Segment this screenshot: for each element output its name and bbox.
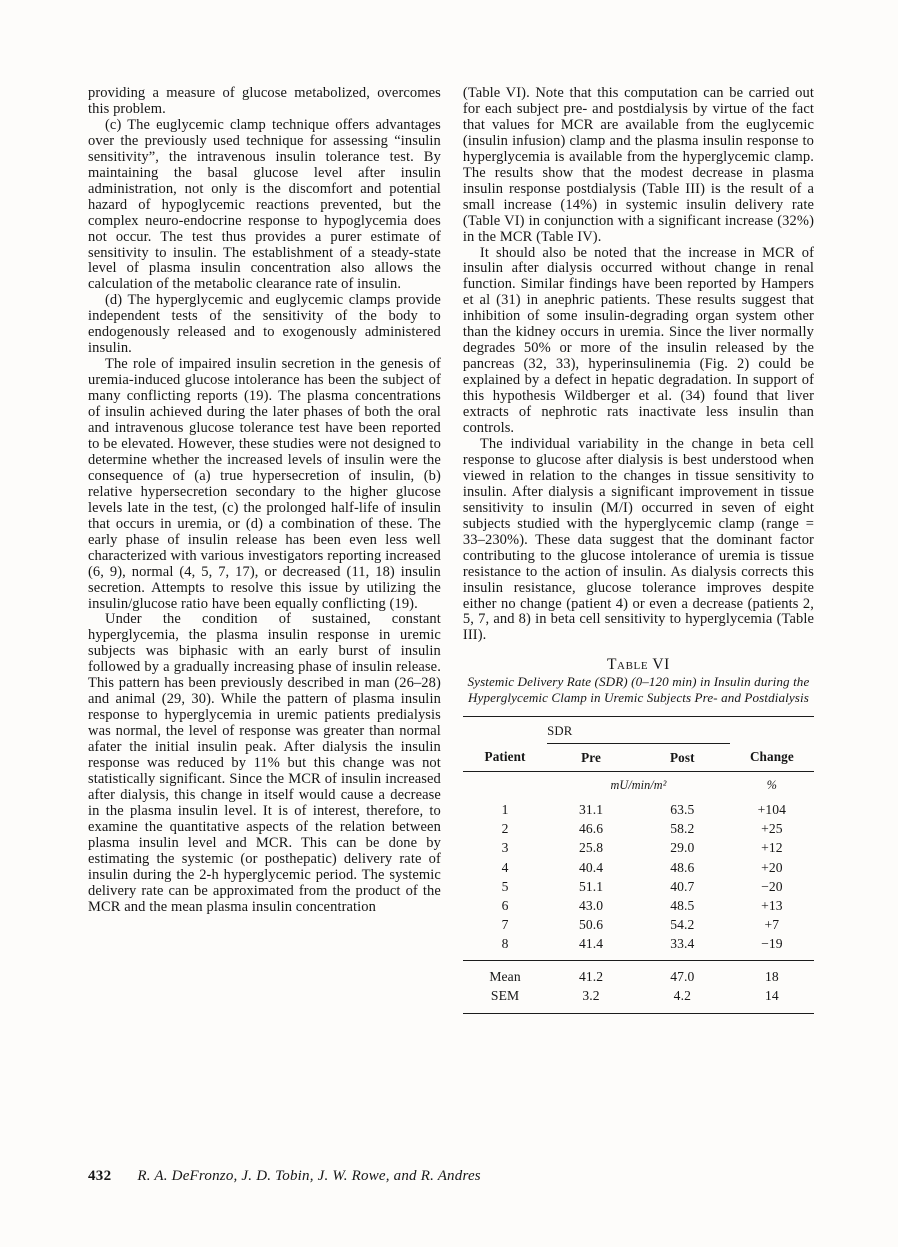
cell-change: +20 [761, 859, 783, 875]
cell-change: +13 [761, 897, 783, 913]
cell-post: 47.0 [635, 961, 730, 987]
spacer-cell [730, 716, 814, 743]
paragraph: The individual variability in the change in beta cell response to glucose after dialysis is best understood when viewed in relation to the changes in tissue sensitivity to insulin. After dialysis a significant improvement in tissue sensitivity to insulin (M/I) occurred in seven of eight subjects studied with the hyperglycemic clamp (range = 33–230%). These data suggest that the dominant factor contributing to the glucose intolerance of uremia is tissue resistance to the action of insulin. As dialysis corrects this insulin resistance, glucose tolerance improves despite either no change (patient 4) or even a decrease (patients 2, 5, 7, and 8) in beta cell sensitivity to hyperglycemia (Table III). [462, 435, 814, 644]
cell-post: 29.0 [670, 840, 695, 856]
cell-post: 54.2 [670, 917, 695, 933]
cell-change: −20 [761, 878, 783, 894]
paragraph: (d) The hyperglycemic and euglycemic clamps provide independent tests of the sensitivity of the body to endogenously released and to exogenously administered insulin. [88, 292, 441, 357]
paragraph: providing a measure of glucose metabolized, overcomes this problem. [88, 85, 441, 117]
spacer-cell [463, 771, 547, 800]
two-column-text [88, 86, 814, 1014]
cell-post: 58.2 [670, 821, 695, 837]
cell-change: −19 [761, 936, 783, 952]
cell-change: +104 [757, 802, 787, 818]
cell-patient: 2 [501, 821, 509, 837]
cell-pre: 41.2 [547, 961, 635, 987]
paragraph: (c) The euglycemic clamp technique offers advantages over the previously used technique for assessing “insulin sensitivity”, the intravenous insulin tolerance test. By maintaining the basal glucose level after insulin administration, not only is the discomfort and potential hazard of hypoglycemic reactions prevented, but the complex neuro-endocrine response to hypoglycemia does not occur. The test thus provides a purer estimate of sensitivity to insulin. The establishment of a steady-state level of plasma insulin concentration also allows the calculation of the metabolic clearance rate of insulin. [88, 116, 441, 293]
cell-patient: 1 [501, 802, 509, 818]
table-row [463, 935, 814, 961]
page-footer [88, 1168, 814, 1185]
column-header-pre: Pre [547, 743, 635, 771]
table-vi [463, 716, 814, 1014]
table-row [463, 896, 814, 915]
cell-patient: 8 [501, 936, 509, 952]
table-units-row [463, 771, 814, 800]
cell-pre: 43.0 [578, 897, 604, 913]
cell-patient: 6 [501, 897, 509, 913]
table-row [463, 877, 814, 896]
cell-change: +7 [764, 917, 780, 933]
cell-change: +25 [761, 821, 783, 837]
table-row [463, 858, 814, 877]
cell-post: 48.5 [670, 897, 695, 913]
cell-change: 14 [764, 988, 779, 1004]
column-header-patient: Patient [463, 743, 547, 771]
cell-post: 63.5 [670, 802, 695, 818]
cell-pre: 50.6 [578, 917, 604, 933]
units-pre-post: mU/min/m² [610, 777, 667, 792]
cell-post: 4.2 [673, 988, 691, 1004]
running-authors: R. A. DeFronzo, J. D. Tobin, J. W. Rowe, and R. Andres [137, 1168, 481, 1184]
table-column-header-row [463, 743, 814, 771]
table-row [463, 839, 814, 858]
table-row [463, 820, 814, 839]
table-row [463, 801, 814, 820]
cell-change: 18 [730, 961, 814, 987]
group-header-sdr: SDR [547, 716, 730, 743]
cell-pre: 51.1 [578, 878, 604, 894]
cell-patient: 4 [501, 859, 509, 875]
cell-change: +12 [761, 840, 783, 856]
cell-patient: 5 [501, 878, 509, 894]
table-group-header-row [463, 716, 814, 743]
cell-patient: 7 [501, 917, 509, 933]
spacer-cell [463, 716, 547, 743]
cell-pre: 46.6 [578, 821, 604, 837]
cell-pre: 25.8 [578, 840, 604, 856]
table-row-sem [463, 987, 814, 1014]
table-vi-block [463, 657, 814, 1014]
cell-patient: Mean [463, 961, 547, 987]
cell-pre: 40.4 [578, 859, 604, 875]
cell-patient: SEM [490, 988, 520, 1004]
right-column [463, 86, 814, 1014]
cell-pre: 3.2 [582, 988, 600, 1004]
left-column [88, 86, 441, 1014]
paragraph: (Table VI). Note that this computation can be carried out for each subject pre- and postdialysis by virtue of the fact that values for MCR are available from the euglycemic (insulin infusion) clamp and the plasma insulin response to hyperglycemia is available from the hyperglycemic clamp. The results show that the modest decrease in plasma insulin response postdialysis (Table III) is the result of a small increase (14%) in systemic insulin delivery rate (Table VI) in conjunction with a significant increase (32%) in the MCR (Table IV). [462, 85, 814, 245]
table-title: Table VI [606, 656, 670, 674]
cell-patient: 3 [501, 840, 509, 856]
paragraph: The role of impaired insulin secretion in the genesis of uremia-induced glucose intolerance has been the subject of many conflicting reports (19). The plasma concentrations of insulin achieved during the later phases of both the oral and intravenous glucose tolerance test have been reported to be elevated. However, these studies were not designed to determine whether the increased levels of insulin were the consequence of (a) true hypersecretion of insulin, (b) relative hypersecretion secondary to the higher glucose levels late in the test, (c) the prolonged half-life of insulin that occurs in uremia, or (d) a combination of these. The early phase of insulin release has been even less well characterized with various investigators reporting increased (6, 9), normal (4, 5, 7, 17), or decreased (11, 18) insulin secretion. Attempts to resolve this issue by utilizing the insulin/glucose ratio have been equally conflicting (19). [88, 356, 441, 612]
table-row-mean [463, 961, 814, 987]
units-change: % [766, 777, 777, 792]
column-header-post: Post [635, 743, 730, 771]
page-number: 432 [88, 1168, 112, 1184]
table-caption: Systemic Delivery Rate (SDR) (0–120 min) in Insulin during the Hyperglycemic Clamp in Uremic Subjects Pre- and Postdialysis [467, 674, 810, 705]
column-header-change: Change [730, 743, 814, 771]
cell-pre: 41.4 [578, 936, 604, 952]
cell-post: 40.7 [670, 878, 695, 894]
table-row [463, 915, 814, 934]
cell-post: 33.4 [670, 936, 695, 952]
paragraph: Under the condition of sustained, constant hyperglycemia, the plasma insulin response in uremic subjects was biphasic with an early burst of insulin followed by a gradually increasing phase of insulin release. This pattern has been previously described in man (26–28) and animal (29, 30). While the pattern of plasma insulin response to hyperglycemia in uremic patients predialysis was normal, the level of response was greater than normal afater the initial insulin peak. After dialysis the insulin response was reduced by 11% but this change was not statistically significant. Since the MCR of insulin increased after dialysis, this change in itself would cause a decrease in the plasma insulin level. It is of interest, therefore, to examine the quantitative aspects of the relation between plasma insulin level and MCR. This can be done by estimating the systemic (or posthepatic) delivery rate of insulin during the 2-h hyperglycemic period. The systemic delivery rate can be approximated from the product of the MCR and the mean plasma insulin concentration [88, 611, 441, 915]
paragraph: It should also be noted that the increase in MCR of insulin after dialysis occurred without change in renal function. Similar findings have been reported by Hampers et al (31) in anephric patients. These results suggest that inhibition of some insulin-degrading organ system other than the kidney occurs in uremia. Since the liver normally degrades 50% or more of the insulin released by the pancreas (32, 33), hyperinsulinemia (Fig. 2) could be explained by a defect in hepatic degradation. In support of this hypothesis Wildberger et al. (34) found that liver extracts of nephrotic rats inactivate less insulin than controls. [462, 244, 814, 437]
cell-post: 48.6 [670, 859, 695, 875]
cell-pre: 31.1 [578, 802, 604, 818]
